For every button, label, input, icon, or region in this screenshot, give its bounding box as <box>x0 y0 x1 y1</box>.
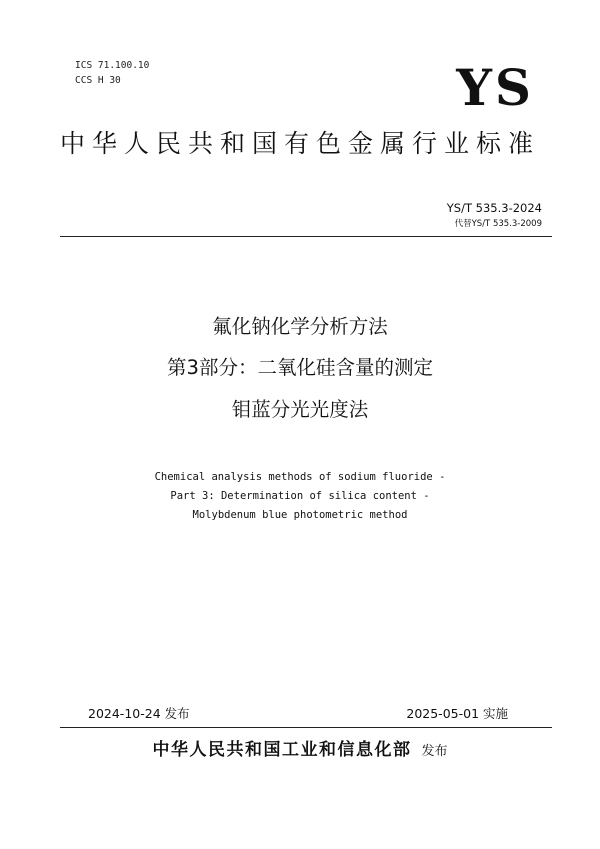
implement-date: 2025-05-01 实施 <box>406 706 508 721</box>
en-title-line-3: Molybdenum blue photometric method <box>192 509 408 521</box>
ys-logo: YS <box>456 58 534 117</box>
ics-code: ICS 71.100.10 <box>75 60 150 71</box>
replaces-standard: 代替YS/T 535.3-2009 <box>454 219 542 229</box>
ccs-code: CCS H 30 <box>75 75 121 86</box>
industry-standard-heading: 中华人民共和国有色金属行业标准 <box>59 129 540 158</box>
cn-title-line-3: 钼蓝分光光度法 <box>231 398 369 421</box>
issuer-line <box>0 738 600 764</box>
classification-codes <box>75 58 149 88</box>
publish-date: 2024-10-24 发布 <box>88 706 190 721</box>
en-title-line-2: Part 3: Determination of silica content - <box>170 490 430 502</box>
standard-number: YS/T 535.3-2024 <box>446 201 542 215</box>
issuer-name: 中华人民共和国工业和信息化部 <box>152 740 412 760</box>
en-title-line-1: Chemical analysis methods of sodium fluoride - <box>154 471 446 483</box>
footer-divider <box>60 727 552 728</box>
cn-title-line-1: 氟化钠化学分析方法 <box>212 315 388 338</box>
header-divider <box>60 236 552 237</box>
cn-title-line-2: 第3部分：二氧化硅含量的测定 <box>167 356 433 379</box>
issuer-action: 发布 <box>421 744 448 759</box>
